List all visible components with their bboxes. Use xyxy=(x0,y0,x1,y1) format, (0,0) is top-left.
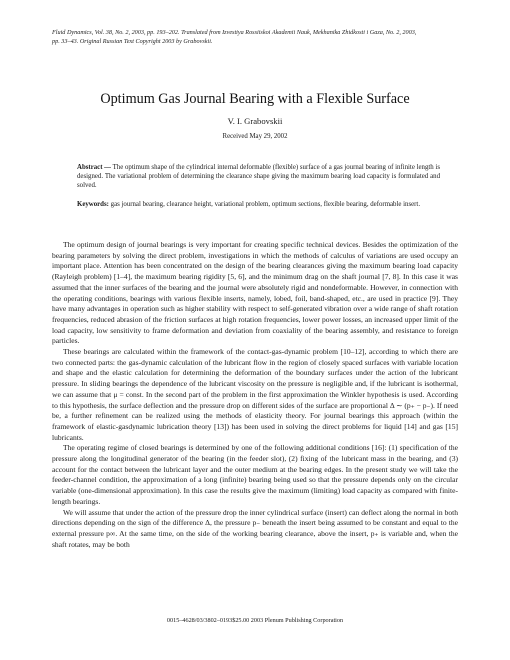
article-title: Optimum Gas Journal Bearing with a Flexible Surface xyxy=(100,91,410,107)
body-paragraph: We will assume that under the action of the pressure drop the inner cylindrical surface (insert) can deflect along the normal in both directions depending on the sign of the difference Δ, the pressure p₋ beneath the insert being assumed to be constant and equal to the external pressure p∞. At the same time, on the side of the working bearing clearance, above the insert, p₊ is variable and, when the shaft rotates, may be both xyxy=(52,507,458,549)
received-date: Received May 29, 2002 xyxy=(222,133,288,140)
journal-citation xyxy=(52,28,462,46)
citation-line-2: pp. 33–43. Original Russian Text Copyright 2003 by Grabovskii. xyxy=(52,38,213,45)
article-author: V. I. Grabovskii xyxy=(227,116,283,126)
citation-line-1: Fluid Dynamics, Vol. 38, No. 2, 2003, pp. 193–202. Translated from Izvestiya Rossiiskoi Akademii Nauk, Mekhanika Zhidkosti i Gaza, No. 2, 2003, xyxy=(52,29,417,36)
keywords xyxy=(77,200,440,209)
body-paragraph: These bearings are calculated within the framework of the contact-gas-dynamic problem [10–12], according to which there are two connected parts: the gas-dynamic calculation of the lubricant flow in the region of closely spaced surfaces with variable location and shape and the elastic calculation for determining the deformation of the boundary surfaces under the action of the lubricant pressure. In sliding bearings the dependence of the lubricant viscosity on the pressure is negligible and, if the lubricant is isothermal, we can assume that μ = const. In the second part of the problem in the first approximation the Winkler hypothesis is used. According to this hypothesis, the surface deflection and the pressure drop on different sides of the surface are proportional Δ ∼ (p₊ − p₋). If need be, a further refinement can be realized using the methods of elasticity theory. For journal bearings this approach (within the framework of elastic-gasdynamic lubrication theory [13]) has been used in solving the direct problems for liquid [14] and gas [15] lubricants. xyxy=(52,347,458,442)
abstract-label: Abstract — xyxy=(77,164,112,171)
body-paragraph: The optimum design of journal bearings is very important for creating specific technical devices. Besides the optimization of the bearing parameters by solving the direct problem, investigations in which the methods of calculus of variations are used occupy an important place. Attention has been concentrated on the design of the bearing clearances giving the maximum bearing load capacity (Rayleigh problem) [1–4], the maximum bearing rigidity [5, 6], and the minimum drag on the shaft journal [7, 8]. In this case it was assumed that the inner surfaces of the bearing and the journal were absolutely rigid and nondeformable. However, in connection with the operating conditions, bearings with various flexible inserts, namely, lobed, foil, band-shaped, etc., are used in practice [9]. They have many advantages in operation such as higher stability with respect to self-generated vibration over a wide range of shaft rotation frequencies, reduced abrasion of the friction surfaces at high rotation frequencies, lower power losses, an increased upper limit of the load capacity, low sensitivity to frame deformation and deviation from coaxiality of the bearing assembly, and resistance to foreign particles. xyxy=(52,240,458,346)
body-paragraph: The operating regime of closed bearings is determined by one of the following additional conditions [16]: (1) specification of the pressure along the longitudinal generator of the bearing (in the feeder slot), (2) fixing of the lubricant mass in the bearing, and (3) account for the contact between the lubricant layer and the outer medium at the bearing edges. In the present study we will take the feeder-channel condition, the approximation of a long (infinite) bearing being used so that the pressure depends only on the circular variable (one-dimensional approximation). In this case the results give the maximum (limiting) load capacity as compared with finite-length bearings. xyxy=(52,443,458,506)
abstract-text: The optimum shape of the cylindrical internal deformable (flexible) surface of a gas journal bearing of infinite length is designed. The variational problem of determining the clearance shape giving the maximum bearing load capacity is formulated and solved. xyxy=(77,164,440,189)
abstract xyxy=(77,163,440,190)
article-body xyxy=(52,240,458,550)
keywords-text: gas journal bearing, clearance height, variational problem, optimum sections, flexible bearing, deformable insert. xyxy=(110,201,421,208)
copyright-footer: 0015–4628/03/3802–0193$25.00 2003 Plenum Publishing Corporation xyxy=(166,617,344,624)
keywords-label: Keywords: xyxy=(77,201,109,208)
